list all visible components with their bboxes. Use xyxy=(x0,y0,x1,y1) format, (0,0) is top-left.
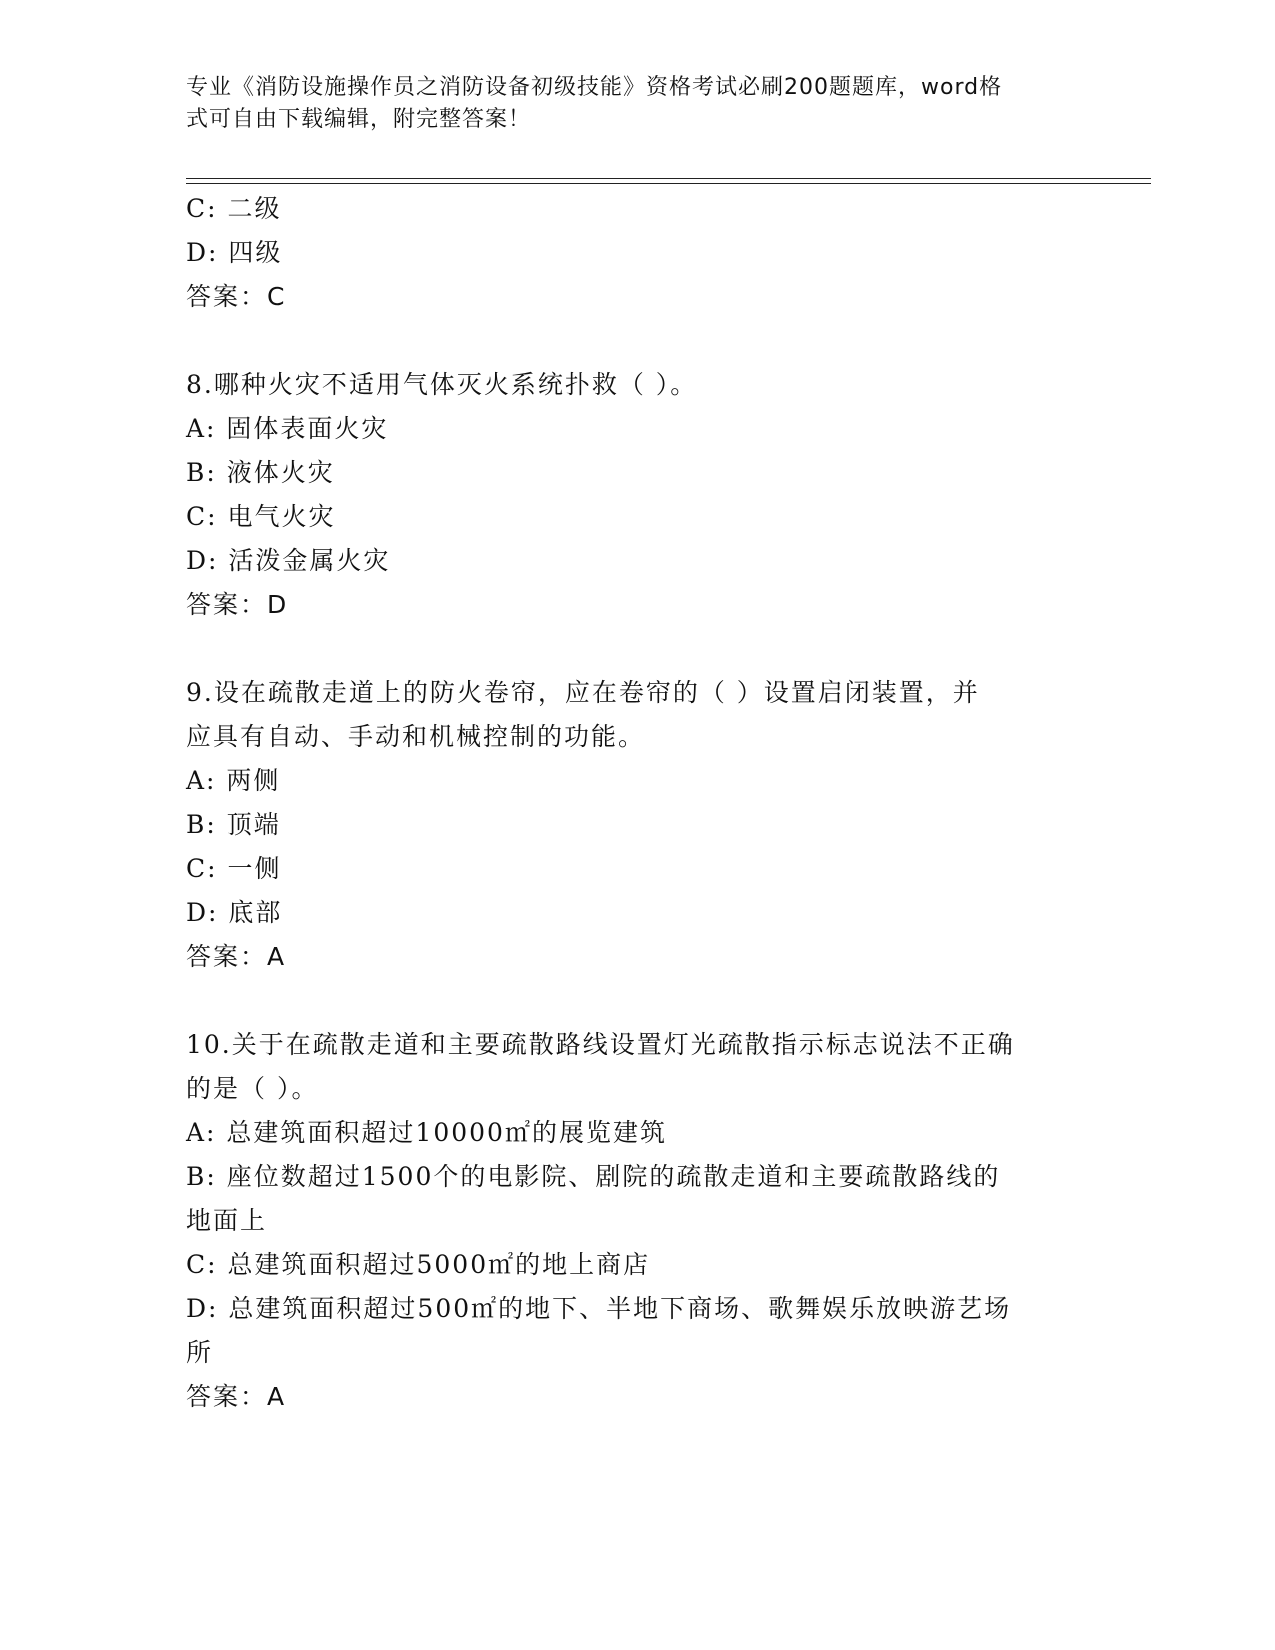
q7-answer: 答案：C xyxy=(186,282,287,311)
q10-option-d-line-2: 所 xyxy=(186,1338,214,1367)
q9-option-d: D: 底部 xyxy=(186,898,283,927)
q10-option-b-line-1: B: 座位数超过1500个的电影院、剧院的疏散走道和主要疏散路线的 xyxy=(186,1162,1001,1191)
q8-option-b: B: 液体火灾 xyxy=(186,458,335,487)
q10-answer: 答案：A xyxy=(186,1382,287,1411)
q10-option-d-line-1: D: 总建筑面积超过500㎡的地下、半地下商场、歌舞娱乐放映游艺场 xyxy=(186,1294,1012,1323)
q10-option-c: C: 总建筑面积超过5000㎡的地上商店 xyxy=(186,1250,651,1279)
q7-option-d: D: 四级 xyxy=(186,238,283,267)
q8-option-c: C: 电气火灾 xyxy=(186,502,336,531)
q9-answer: 答案：A xyxy=(186,942,287,971)
q9-stem-line-1: 9.设在疏散走道上的防火卷帘，应在卷帘的（ ）设置启闭装置，并 xyxy=(186,678,980,707)
header-divider-top xyxy=(186,178,1151,179)
q8-option-d: D: 活泼金属火灾 xyxy=(186,546,391,575)
q9-option-b: B: 顶端 xyxy=(186,810,281,839)
q7-option-c: C: 二级 xyxy=(186,194,282,223)
header-line-1: 专业《消防设施操作员之消防设备初级技能》资格考试必刷200题题库，word格 xyxy=(186,75,1003,100)
q10-option-b-line-2: 地面上 xyxy=(186,1206,268,1235)
q10-option-a: A: 总建筑面积超过10000㎡的展览建筑 xyxy=(186,1118,667,1147)
q9-option-a: A: 两侧 xyxy=(186,766,281,795)
q9-option-c: C: 一侧 xyxy=(186,854,282,883)
header-line-2: 式可自由下载编辑，附完整答案！ xyxy=(186,107,532,132)
q8-option-a: A: 固体表面火灾 xyxy=(186,414,389,443)
q9-stem-line-2: 应具有自动、手动和机械控制的功能。 xyxy=(186,722,646,751)
q8-stem: 8.哪种火灾不适用气体灭火系统扑救（ ）。 xyxy=(186,370,698,399)
header-divider-bottom xyxy=(186,183,1151,184)
q8-answer: 答案：D xyxy=(186,590,289,619)
q10-stem-line-2: 的是（ ）。 xyxy=(186,1074,319,1103)
document-header xyxy=(186,72,1066,136)
q10-stem-line-1: 10.关于在疏散走道和主要疏散路线设置灯光疏散指示标志说法不正确 xyxy=(186,1030,1015,1059)
